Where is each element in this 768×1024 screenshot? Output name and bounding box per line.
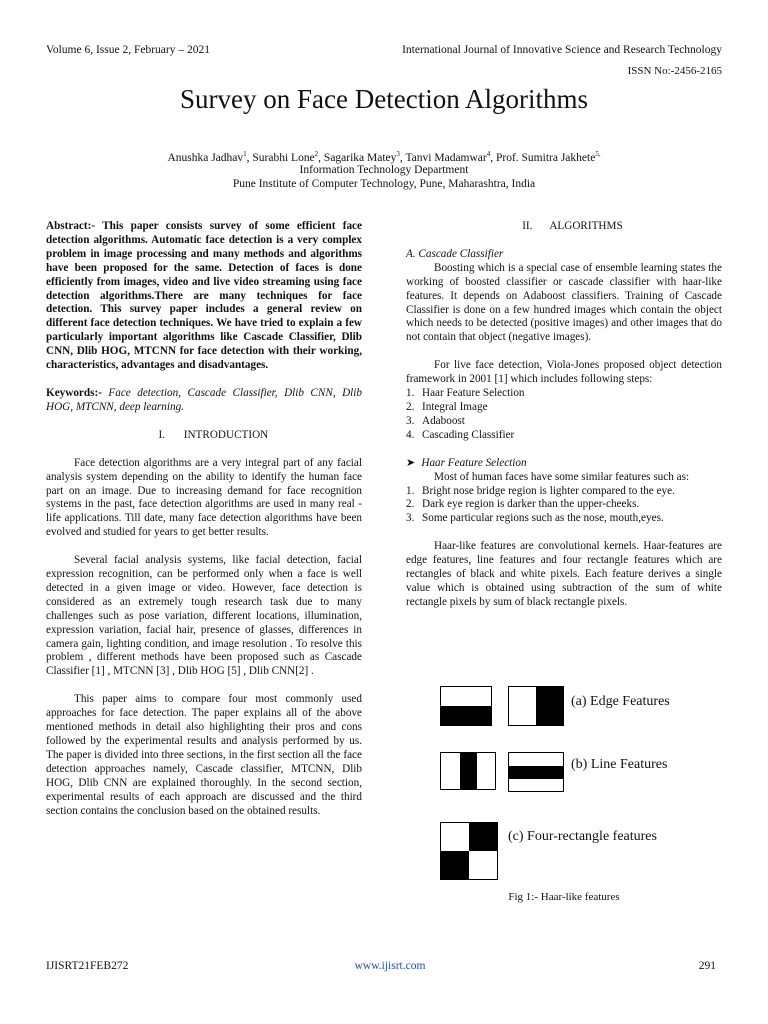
keywords: Keywords:- Face detection, Cascade Classifier, Dlib CNN, Dlib HOG, MTCNN, deep learning.	[46, 386, 362, 413]
haar-features-figure	[440, 686, 710, 882]
institute: Pune Institute of Computer Technology, Pune, Maharashtra, India	[232, 178, 536, 190]
four-rectangle-feature	[440, 822, 498, 880]
viola-jones-paragraph: For live face detection, Viola-Jones proposed object detection framework in 2001 [1] which includes following steps:	[406, 359, 722, 386]
right-column	[406, 220, 722, 610]
list-item: 1. Haar Feature Selection	[406, 387, 525, 400]
features-list	[406, 485, 722, 527]
abstract: Abstract:- This paper consists survey of some efficient face detection algorithms. Automatic face detection is a very complex problem in image processing and many methods and algorithms have been proposed for the same. Detection of faces is done efficiently from images, video and live video streaming using face detection algorithms.There are many techniques for face detection. This survey paper includes a general review on different face detection techniques. We have tried to explain a few particularly important algorithms like Cascade Classifier, Dlib CNN, Dlib HOG, MTCNN for face detection with their working, characteristics, advantages and disadvantages.	[46, 220, 362, 372]
intro-paragraph: Several facial analysis systems, like facial detection, facial expression recognition, can be performed only when a face is well detected in a given image or video. However, face detection is considered as an extremely tough research task due to many challenges such as pose variation, different locations, illumination, expression variation, facial hair, presence of glasses, differences in camera gain, lighting condition, and image resolution . To resolve this problem , different methods have been proposed such as Cascade Classifier [1] , MTCNN [3] , Dlib HOG [5] , Dlib CNN[2] .	[46, 554, 362, 678]
list-item: 4. Cascading Classifier	[406, 428, 515, 441]
line-feature-horizontal	[508, 752, 564, 792]
header-issn: ISSN No:-2456-2165	[627, 65, 722, 77]
list-item: 2. Dark eye region is darker than the upper-cheeks.	[406, 498, 640, 511]
haar-paragraph: Haar-like features are convolutional kernels. Haar-features are edge features, line features and four rectangle features which are rectangles of black and white pixels. Each feature derives a single value which is obtained using subtraction of the sum of white rectangle pixels by sum of black rectangle pixels.	[406, 540, 722, 608]
steps-list	[406, 387, 722, 443]
edge-feature-horizontal	[440, 686, 492, 726]
four-rectangle-label: (c) Four-rectangle features	[508, 829, 657, 844]
figure-caption: Fig 1:- Haar-like features	[508, 891, 620, 903]
page-number: 291	[698, 960, 716, 972]
list-item: 2. Integral Image	[406, 400, 488, 413]
edge-feature-vertical	[508, 686, 564, 726]
section-heading-algorithms: II. ALGORITHMS	[522, 220, 623, 232]
subsection-cascade: A. Cascade Classifier	[406, 247, 504, 260]
list-item: 3. Adaboost	[406, 414, 465, 427]
paper-title: Survey on Face Detection Algorithms	[180, 84, 588, 114]
list-item: 3. Some particular regions such as the nose, mouth,eyes.	[406, 512, 664, 525]
arrow-bullet-icon: ➤	[406, 456, 416, 469]
haar-intro: Most of human faces have some similar features such as:	[434, 470, 690, 483]
subheading-haar: ➤ Haar Feature Selection	[406, 456, 527, 469]
cascade-paragraph: Boosting which is a special case of ensemble learning states the working of boosted classifier or cascade classifier with haar-like features. It depends on Adaboost classifiers. Training of Cascade Classifier is done on a few hundred images which contain the object which needs to be detected (positive images) and other images that do not contain that object (negative images).	[406, 261, 722, 344]
header-journal: International Journal of Innovative Science and Research Technology	[402, 44, 722, 56]
intro-paragraph: This paper aims to compare four most commonly used approaches for face detection. The paper explains all of the above mentioned methods in detail also highlighting their pros and cons followed by the experimental results and analysis performed by us. The paper is divided into three sections, in the first section all the face detection approaches namely, Cascade classifier, MTCNN, Dlib HOG, Dlib CNN are explained thoroughly. In the second section, experimental results of each approach are discussed and the third section contains the conclusion based on the obtained results.	[46, 693, 362, 817]
author-list: Anushka Jadhav$^1$, Surabhi Lone$^2$, Sagarika Matey$^3$, Tanvi Madamwar$^4$, Prof. Sumitra Jakhete$^{5,}$	[167, 150, 601, 164]
footer-website-link[interactable]: www.ijisrt.com	[354, 960, 426, 972]
edge-features-label: (a) Edge Features	[571, 694, 670, 709]
department: Information Technology Department	[299, 164, 469, 176]
footer-paper-id: IJISRT21FEB272	[46, 960, 129, 972]
line-features-label: (b) Line Features	[571, 757, 668, 772]
intro-paragraph: Face detection algorithms are a very integral part of any facial analysis system depending on the ability to identify the human face part on an image. Due to increasing demand for face recognition systems in the past, face detection algorithms are used in many real - life applications. Till date, many face detection algorithms have been evolved and studied for years to get better results.	[46, 456, 362, 539]
left-column	[46, 220, 362, 818]
list-item: 1. Bright nose bridge region is lighter compared to the eye.	[406, 484, 675, 497]
line-feature-vertical	[440, 752, 496, 790]
header-volume: Volume 6, Issue 2, February – 2021	[46, 44, 210, 56]
section-heading-introduction: I. INTRODUCTION	[158, 428, 269, 441]
